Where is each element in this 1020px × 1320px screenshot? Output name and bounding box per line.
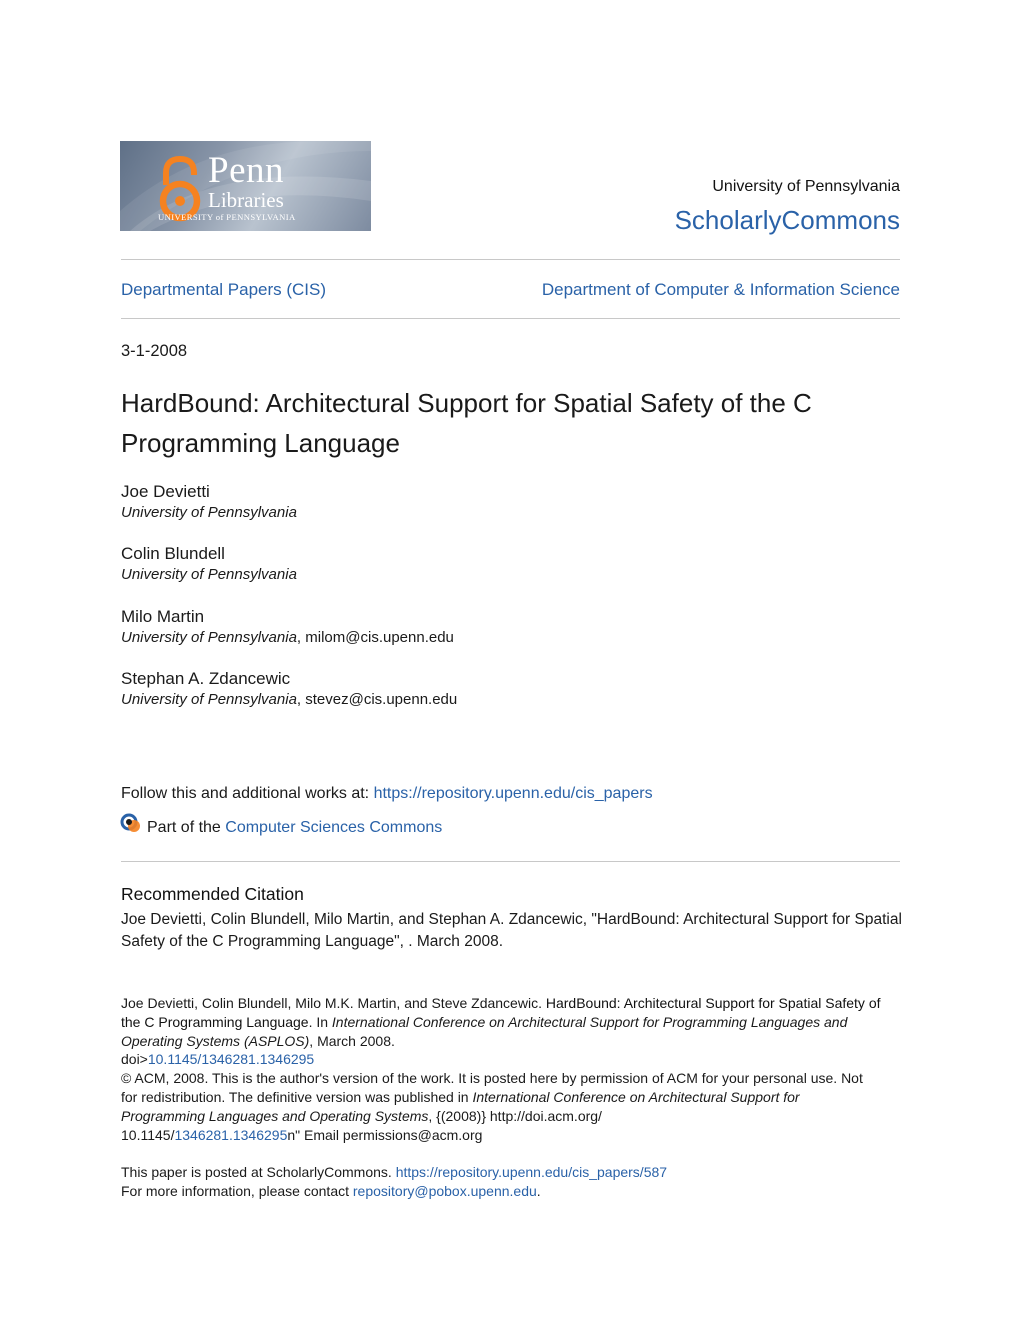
posted-text: This paper is posted at ScholarlyCommons. <box>121 1164 396 1180</box>
posted-line <box>121 1163 667 1182</box>
author-name: Stephan A. Zdancewic <box>121 669 291 688</box>
paper-url-link[interactable]: https://repository.upenn.edu/cis_papers/587 <box>395 1164 668 1180</box>
note-conference-2: International Conference on Architectural Support for Programming Languages and Operating Systems <box>121 1088 800 1124</box>
publication-date: 3-1-2008 <box>121 342 188 360</box>
department-link[interactable]: Department of Computer & Information Science <box>541 280 900 299</box>
paper-title: HardBound: Architectural Support for Spatial Safety of the C Programming Language <box>121 388 812 458</box>
author-affiliation <box>121 504 297 521</box>
part-of-line <box>147 819 442 837</box>
note-date: , March 2008. <box>309 1032 395 1049</box>
footer <box>121 1163 667 1201</box>
penn-libraries-logo <box>120 141 371 231</box>
computer-sciences-commons-link[interactable]: Computer Sciences Commons <box>225 819 443 836</box>
author-block <box>121 607 454 646</box>
citation-heading: Recommended Citation <box>121 884 304 904</box>
note-doi-prefix: doi> <box>121 1051 148 1068</box>
contact-line <box>121 1182 667 1201</box>
divider <box>121 318 900 319</box>
logo-university: UNIVERSITY of PENNSYLVANIA <box>158 212 296 222</box>
author-name: Milo Martin <box>121 607 205 626</box>
affiliation-text: University of Pennsylvania <box>121 691 297 708</box>
author-email: , milom@cis.upenn.edu <box>296 629 454 646</box>
scholarlycommons-link[interactable]: ScholarlyCommons <box>674 205 900 235</box>
author-name: Colin Blundell <box>121 544 225 563</box>
author-block <box>121 482 297 521</box>
follow-line <box>121 785 653 803</box>
doi-link[interactable]: 10.1145/1346281.1346295 <box>147 1051 315 1068</box>
follow-text: Follow this and additional works at: <box>121 785 374 802</box>
author-affiliation <box>121 691 457 708</box>
author-email: , stevez@cis.upenn.edu <box>296 691 458 708</box>
collection-url-link[interactable]: https://repository.upenn.edu/cis_papers <box>373 785 653 802</box>
author-block <box>121 669 457 708</box>
divider <box>121 259 900 260</box>
logo-subtitle: Libraries <box>208 188 284 212</box>
citation-text: Joe Devietti, Colin Blundell, Milo Martin, and Stephan A. Zdancewic, "HardBound: Architectural Support for Spatial Safety of the C Programming Language", . March 2008. <box>121 911 902 950</box>
contact-end: . <box>536 1183 541 1199</box>
divider <box>121 861 900 862</box>
network-commons-icon <box>120 813 142 835</box>
author-affiliation <box>121 566 297 583</box>
university-name: University of Pennsylvania <box>712 178 900 195</box>
affiliation-text: University of Pennsylvania <box>121 629 297 646</box>
contact-text: For more information, please contact <box>121 1183 353 1199</box>
publication-note <box>121 994 881 1144</box>
note-conference: International Conference on Architectural Support for Programming Languages and Operating Systems (ASPLOS) <box>121 1013 848 1049</box>
departmental-papers-link[interactable]: Departmental Papers (CIS) <box>121 280 327 299</box>
affiliation-text: University of Pennsylvania <box>121 504 297 521</box>
affiliation-text: University of Pennsylvania <box>121 566 297 583</box>
doi-link-2[interactable]: 1346281.1346295 <box>174 1126 288 1143</box>
note-tail-1: , {(2008)} http://doi.acm.org/ <box>428 1107 602 1124</box>
note-title: HardBound: Architectural Support for Spatial Safety of the C Programming Language <box>121 995 881 1030</box>
contact-email-link[interactable]: repository@pobox.upenn.edu <box>352 1183 537 1199</box>
note-in: . In <box>308 1013 332 1030</box>
author-name: Joe Devietti <box>121 482 210 501</box>
note-authors: Joe Devietti, Colin Blundell, Milo M.K. Martin, and Steve Zdancewic. <box>121 995 546 1011</box>
note-tail-3: n" Email permissions@acm.org <box>287 1126 483 1143</box>
author-block <box>121 544 297 583</box>
logo-title: Penn <box>208 150 284 191</box>
author-affiliation <box>121 629 454 646</box>
note-tail-2: 10.1145/ <box>121 1126 175 1143</box>
note-copyright: © ACM, 2008. This is the author's version of the work. It is posted here by permission of ACM for your personal use. Not for redistribution. The definitive version was published in <box>121 1070 863 1105</box>
part-of-text: Part of the <box>147 819 226 836</box>
